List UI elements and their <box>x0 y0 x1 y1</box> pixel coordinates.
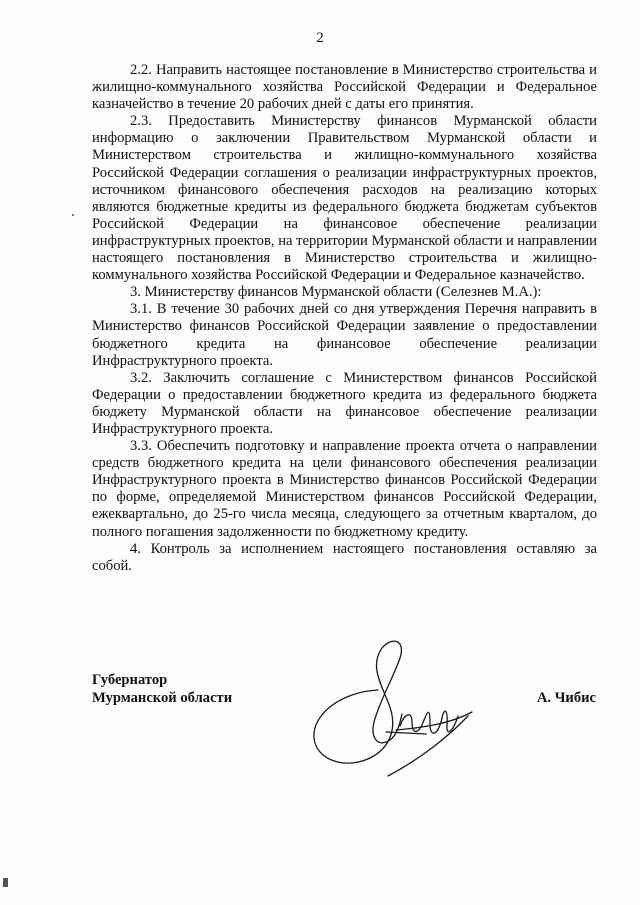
decree-body <box>92 62 597 575</box>
signatory-title-line1: Губернатор <box>92 672 168 688</box>
paragraph-3-1: 3.1. В течение 30 рабочих дней со дня утверждения Перечня направить в Министерство финансов Российской Федерации заявление о предоставлении бюджетного кредита на финансовое обеспечение реализации Инфраструктурного проекта. <box>92 301 597 369</box>
scan-margin-mark <box>3 878 8 887</box>
scan-artifact <box>72 214 74 216</box>
handwritten-signature <box>300 630 490 780</box>
signatory-title <box>92 671 232 707</box>
paragraph-3-2: 3.2. Заключить соглашение с Министерством финансов Российской Федерации о предоставлении бюджетного кредита из федерального бюджета бюджету Мурманской области на финансовое обеспечение реализации Инфраструктурного проекта. <box>92 369 597 437</box>
signatory-title-line2: Мурманской области <box>92 690 233 706</box>
paragraph-3-3: 3.3. Обеспечить подготовку и направление проекта отчета о направлении средств бюджетного кредита на цели финансового обеспечения реализации Инфраструктурного проекта в Министерство финансов Российской Федерации по форме, определяемой Министерством финансов Российской Федерации, ежеквартально, до 25-го числа месяца, следующего за отчетным кварталом, до полного погашения задолженности по бюджетному кредиту. <box>92 438 597 540</box>
paragraph-3: 3. Министерству финансов Мурманской области (Селезнев М.А.): <box>130 284 542 301</box>
paragraph-2-3: 2.3. Предоставить Министерству финансов Мурманской области информацию о заключении Правительством Мурманской области и Министерством строительства и жилищно-коммунального хозяйства Российской Федерации соглашения о реализации инфраструктурных проектов, источником финансового обеспечения расходов на реализацию которых являются бюджетные кредиты из федерального бюджета бюджетам субъектов Российской Федерации на финансовое обеспечение реализации инфраструктурных проектов, на территории Мурманской области и направлении настоящего постановления в Министерство строительства и жилищно-коммунального хозяйства Российской Федерации и Федеральное казначейство. <box>92 113 597 284</box>
page-number: 2 <box>316 30 324 46</box>
signatory-name: А. Чибис <box>536 690 596 706</box>
paragraph-2-2: 2.2. Направить настоящее постановление в Министерство строительства и жилищно-коммунального хозяйства Российской Федерации и Федеральное казначейство в течение 20 рабочих дней с даты его принятия. <box>92 62 597 113</box>
paragraph-4: 4. Контроль за исполнением настоящего постановления оставляю за собой. <box>92 540 597 574</box>
